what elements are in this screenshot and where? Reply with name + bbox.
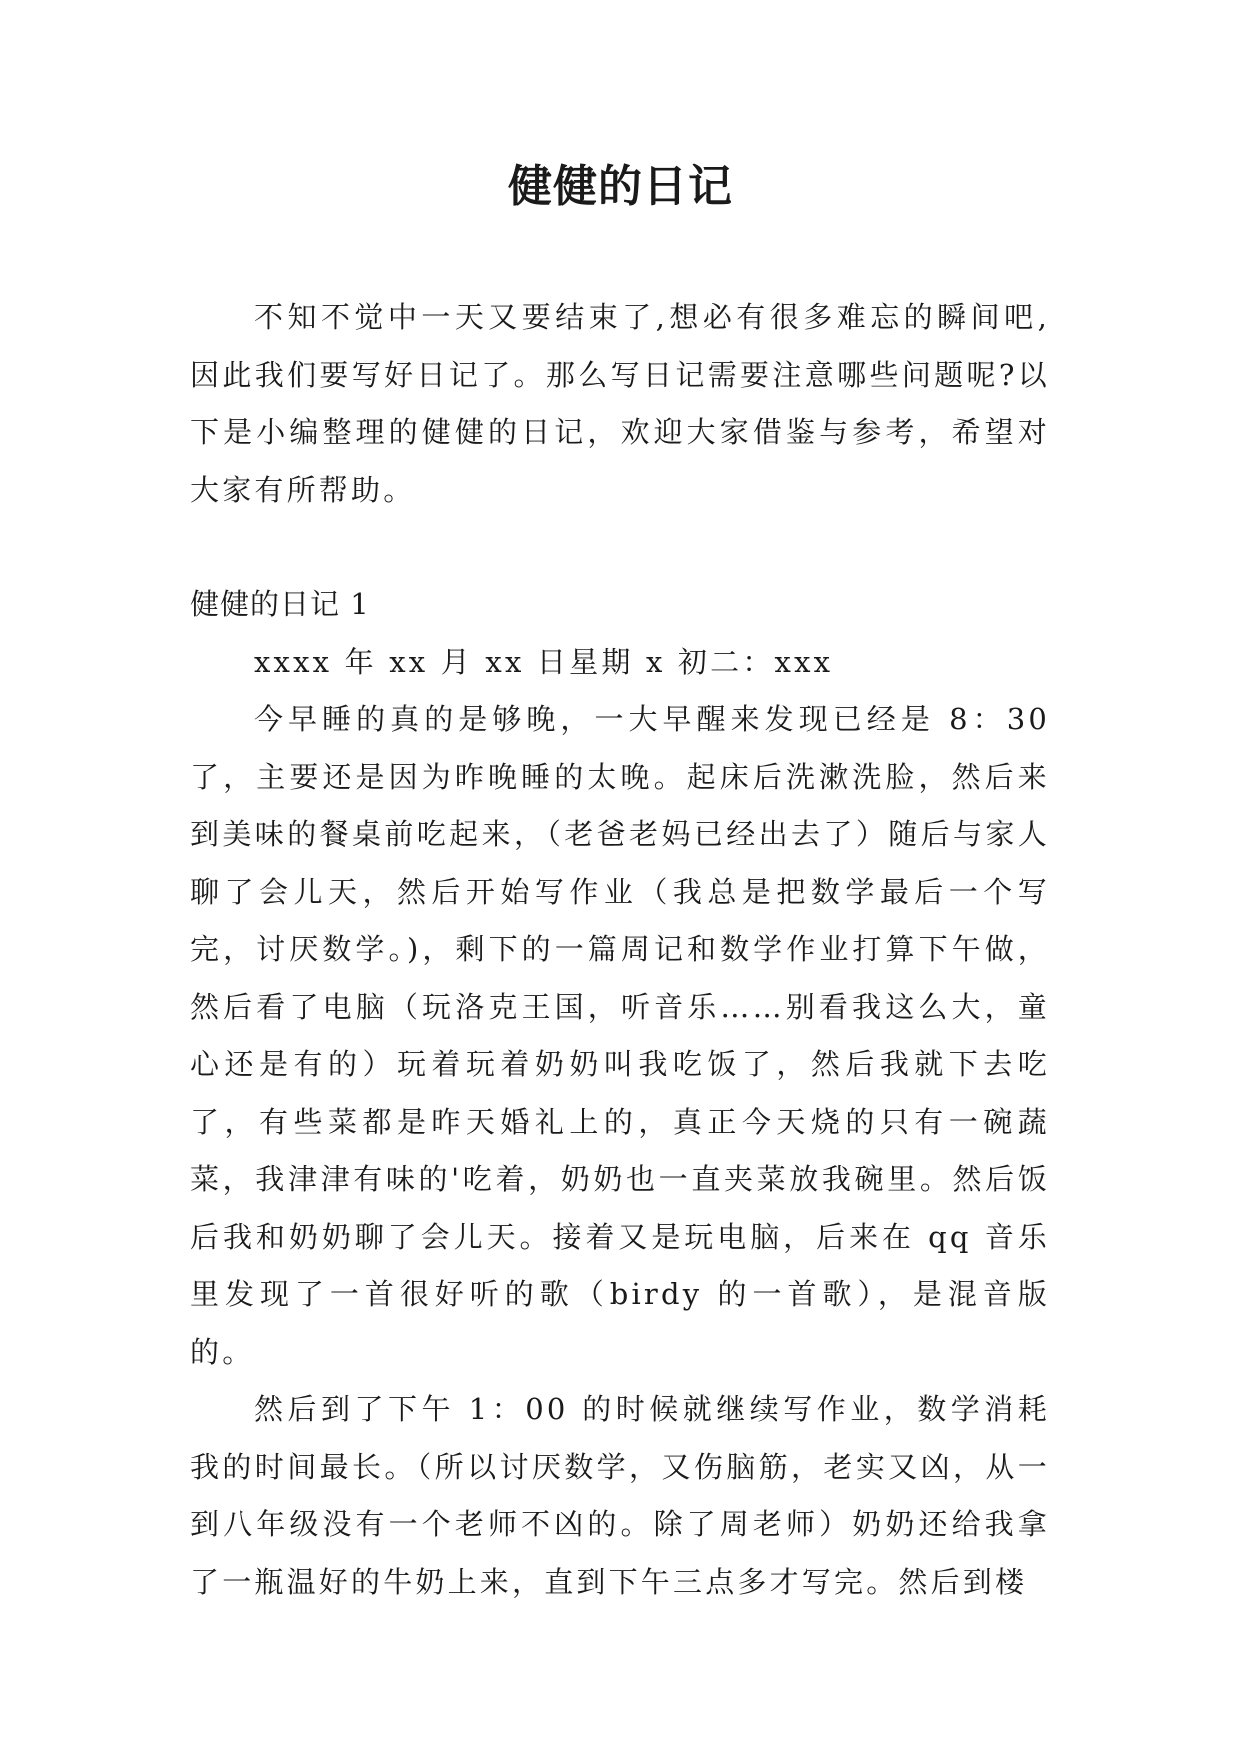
date-line: xxxx 年 xx 月 xx 日星期 x 初二：xxx [254, 644, 834, 679]
intro-paragraph: 不知不觉中一天又要结束了,想必有很多难忘的瞬间吧,因此我们要写好日记了。那么写日记需要注意哪些问题呢?以下是小编整理的健健的日记，欢迎大家借鉴与参考，希望对大家有所帮助。 [190, 300, 1050, 507]
diary-paragraph: 然后到了下午 1：00 的时候就继续写作业，数学消耗我的时间最长。（所以讨厌数学，又伤脑筋，老实又凶，从一到八年级没有一个老师不凶的。除了周老师）奶奶还给我拿了一瓶温好的牛奶上来，直到下午三点多才写完。然后到楼 [190, 1392, 1050, 1599]
diary-paragraph: 今早睡的真的是够晚，一大早醒来发现已经是 8：30 了，主要还是因为昨晚睡的太晚。起床后洗漱洗脸，然后来到美味的餐桌前吃起来，（老爸老妈已经出去了）随后与家人聊了会儿天，然后开始写作业（我总是把数学最后一个写完，讨厌数学。)，剩下的一篇周记和数学作业打算下午做，然后看了电脑（玩洛克王国，听音乐……别看我这么大，童心还是有的）玩着玩着奶奶叫我吃饭了，然后我就下去吃了，有些菜都是昨天婚礼上的，真正今天烧的只有一碗蔬菜，我津津有味的'吃着，奶奶也一直夹菜放我碗里。然后饭后我和奶奶聊了会儿天。接着又是玩电脑，后来在 qq 音乐里发现了一首很好听的歌（birdy 的一首歌），是混音版的。 [190, 702, 1050, 1369]
intro-block [190, 289, 1050, 519]
diary-entry-1 [190, 576, 1050, 1611]
section-heading: 健健的日记 1 [190, 587, 370, 621]
document-title: 健健的日记 [508, 161, 733, 212]
